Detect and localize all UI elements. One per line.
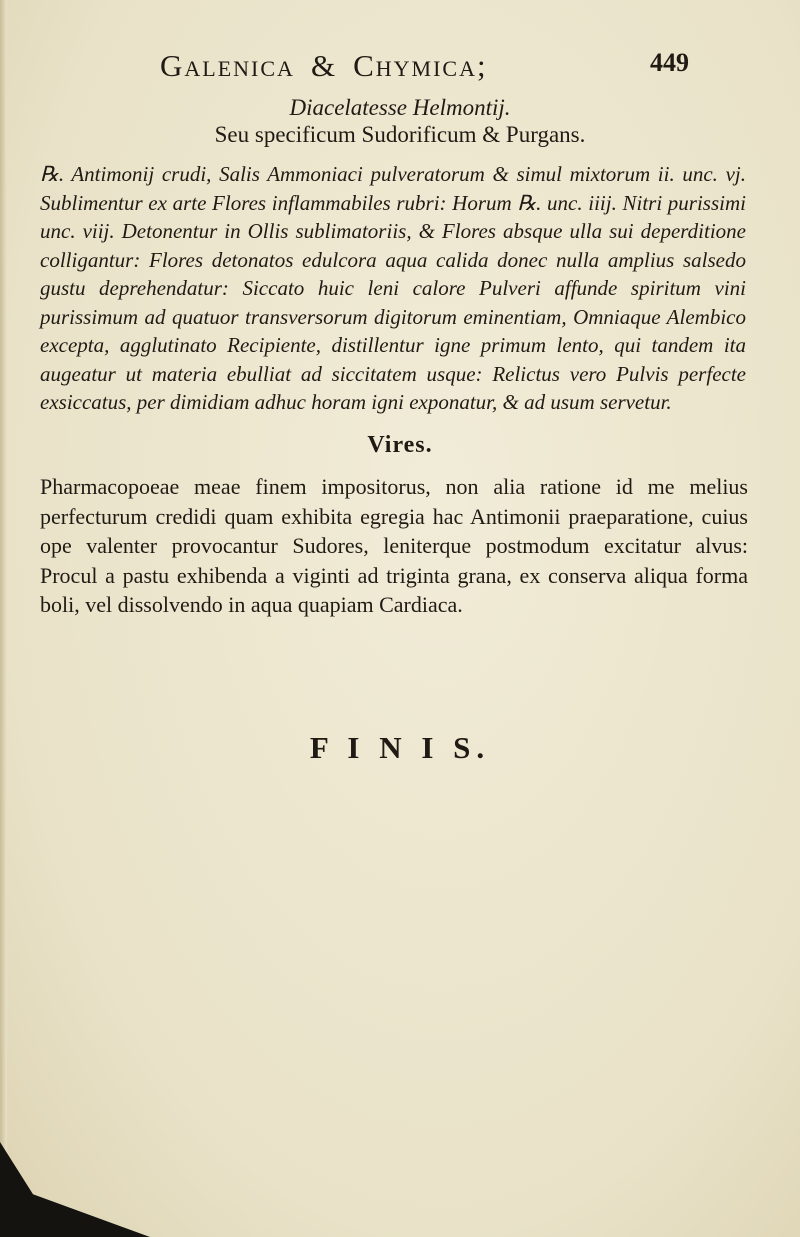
section-title-vires: Vires.	[367, 432, 433, 458]
scan-corner-shadow	[0, 1142, 150, 1237]
recipe-title: Diacelatesse Helmontij.	[289, 95, 511, 120]
recipe-subtitle: Seu specificum Sudorificum & Purgans.	[214, 122, 586, 147]
finis-heading: F I N I S.	[309, 730, 491, 765]
running-header	[160, 48, 690, 84]
recipe-paragraph: ℞. Antimonij crudi, Salis Ammoniaci pulveratorum & simul mixtorum ii. unc. vj. Sublimentur ex arte Flores inflammabiles rubri: Horum ℞. unc. iiij. Nitri purissimi unc. viij. Detonentur in Ollis sublimatoriis, & Flores absque ulla sui deperditione colligantur: Flores detonatos edulcora aqua calida donec nulla amplius salsedo gustu deprehendatur: Siccato huic leni calore Pulveri affunde spiritum vini purissimum ad quatuor transversorum digitorum eminentiam, Omniaque Alembico excepta, agglutinato Recipiente, distillentur igne primum lento, qui tandem ita augeatur ut materia ebulliat ad siccitatem usque: Relictus vero Pulvis perfecte exsiccatus, per dimidiam adhuc horam igni exponatur, & ad usum servetur.	[40, 162, 746, 414]
header-left-word: Galenica	[160, 48, 295, 83]
header-right-word: Chymica;	[353, 48, 488, 83]
binding-edge	[0, 0, 7, 1237]
page-number: 449	[650, 48, 689, 77]
vires-paragraph: Pharmacopoeae meae finem impositorus, non alia ratione id me melius perfecturum credidi quam exhibita egregia hac Antimonii praeparatione, cuius ope valenter provocantur Sudores, leniterque postmodum excitatur alvus: Procul a pastu exhibenda a viginti ad triginta grana, ex conserva aliqua forma boli, vel dissolvendo in aqua quapiam Cardiaca.	[40, 474, 748, 617]
header-ampersand: &	[310, 48, 338, 83]
